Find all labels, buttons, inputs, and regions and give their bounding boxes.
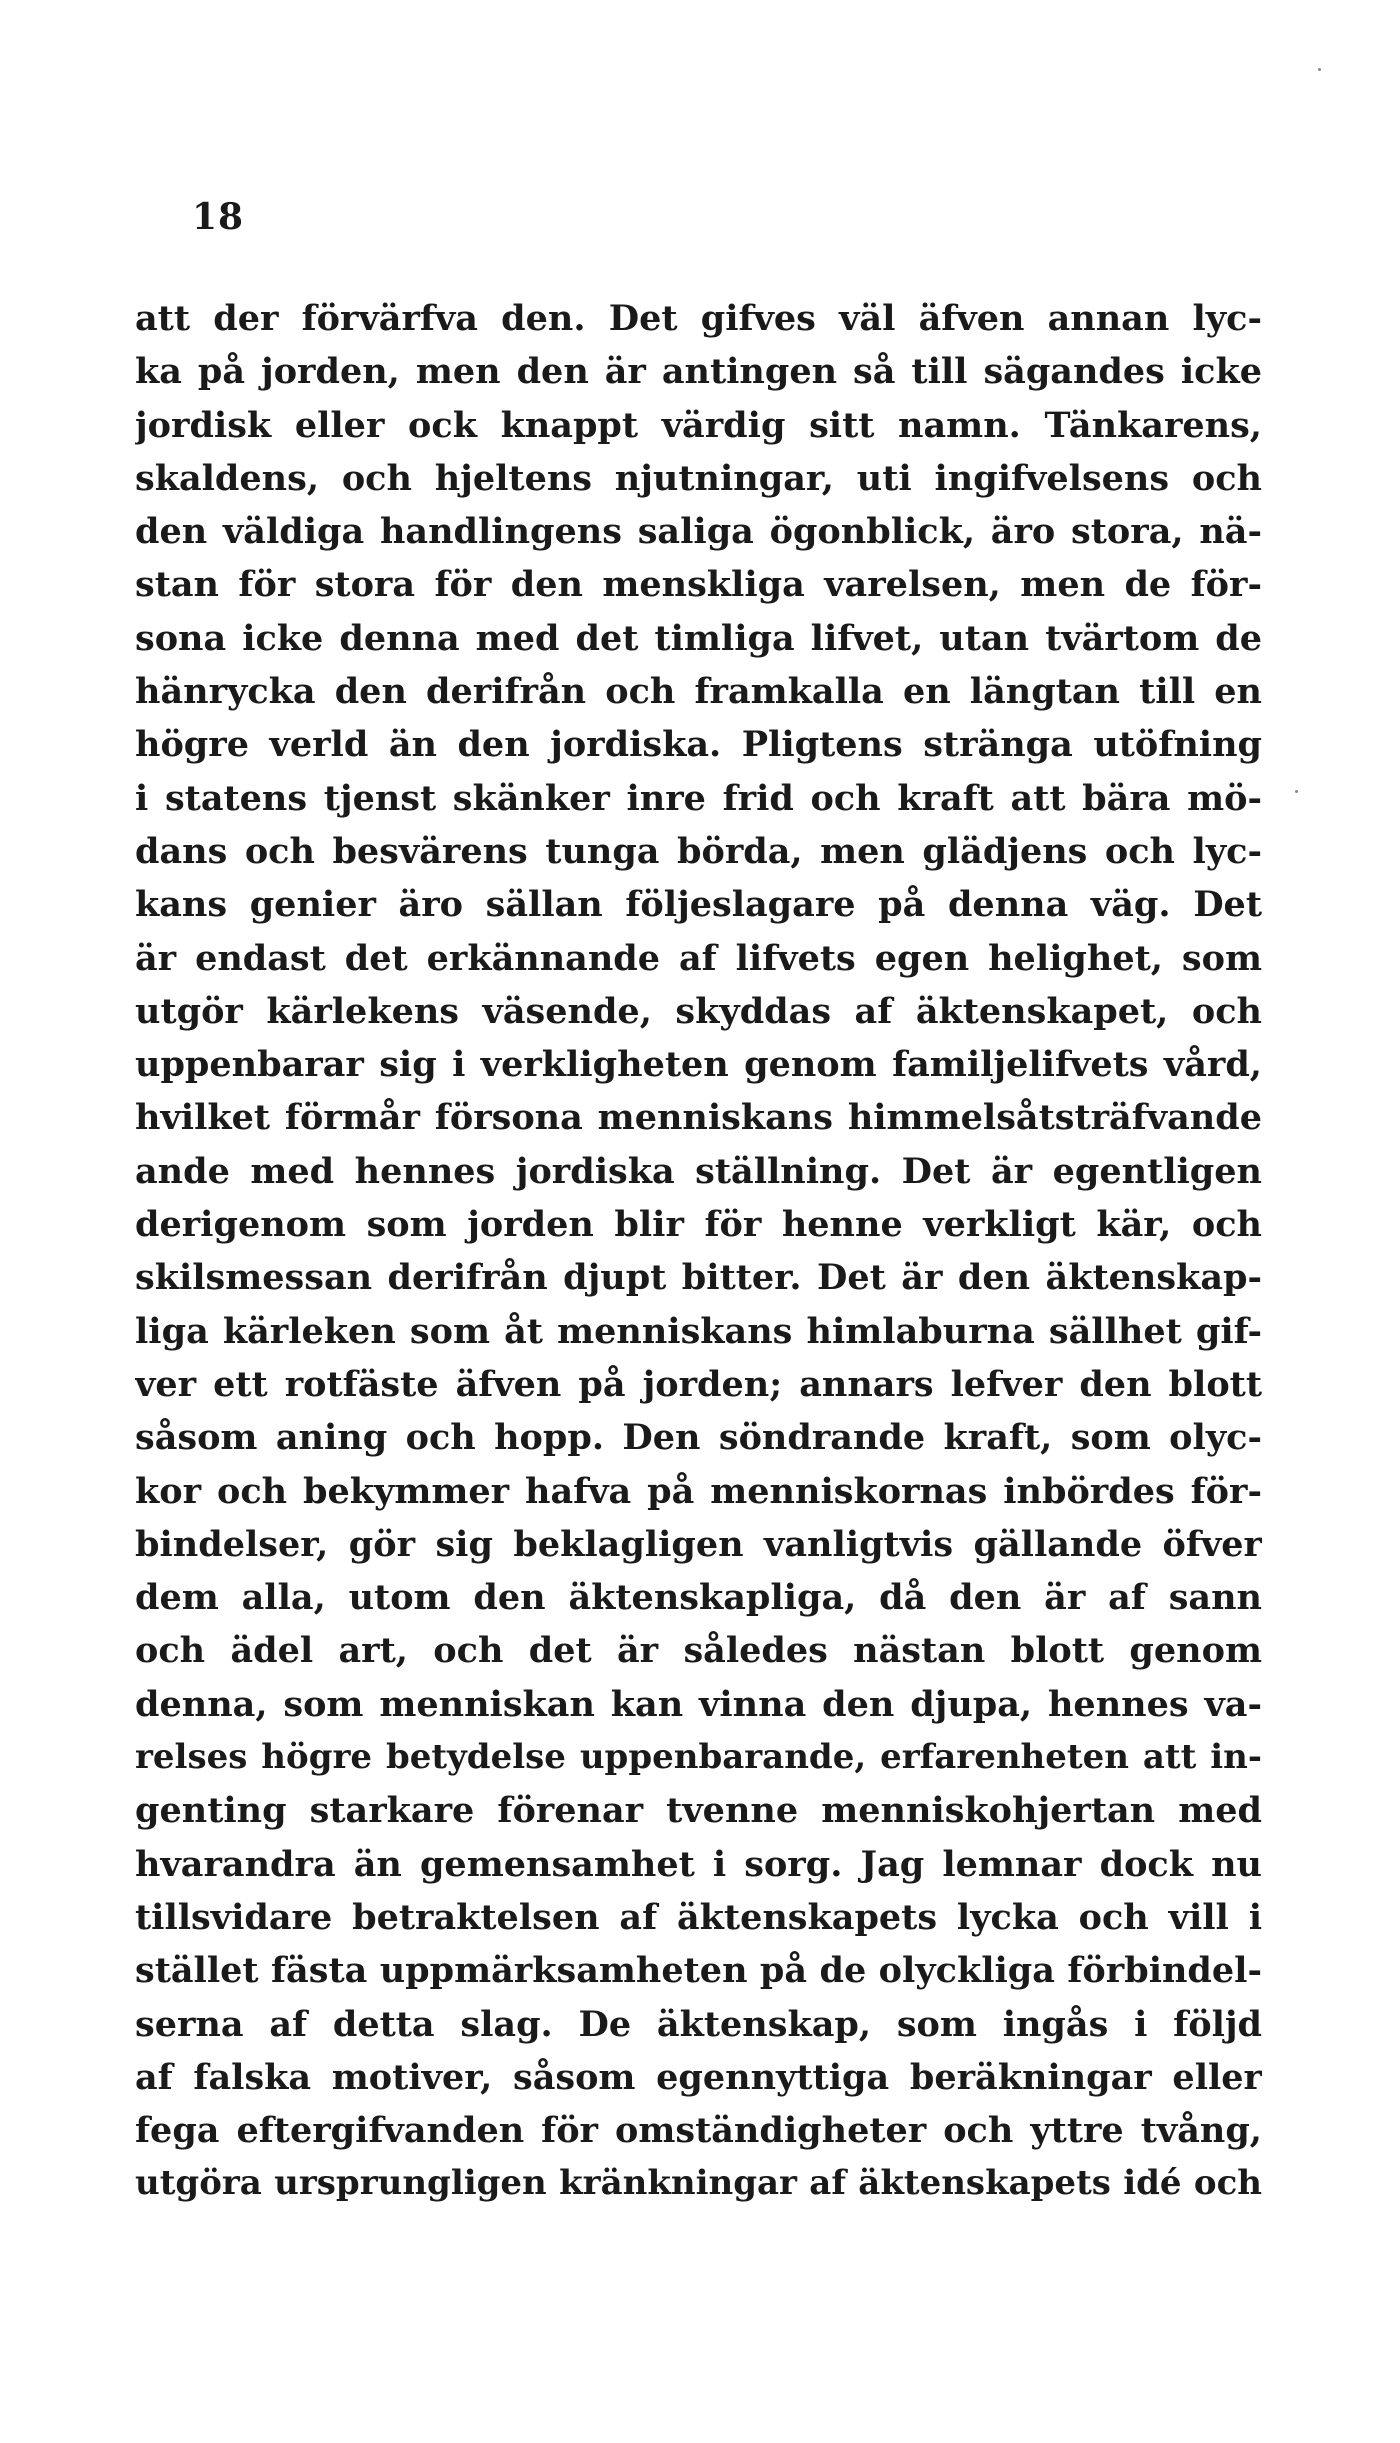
text-line: dans och besvärens tunga börda, men glädjens och lyc- <box>135 830 1262 872</box>
text-line: ande med hennes jordiska ställning. Det är egentligen <box>135 1150 1262 1192</box>
text-line: tillsvidare betraktelsen af äktenskapets lycka och vill i <box>135 1896 1262 1938</box>
text-line: denna, som menniskan kan vinna den djupa, hennes va- <box>135 1683 1262 1725</box>
text-line: kans genier äro sällan följeslagare på denna väg. Det <box>135 884 1262 926</box>
text-line: bindelser, gör sig beklagligen vanligtvis gällande öfver <box>135 1523 1262 1565</box>
text-line: är endast det erkännande af lifvets egen helighet, som <box>135 937 1262 979</box>
text-line: skaldens, och hjeltens njutningar, uti ingifvelsens och <box>135 457 1262 499</box>
text-line: genting starkare förenar tvenne menniskohjertan med <box>135 1790 1262 1832</box>
text-line: serna af detta slag. De äktenskap, som ingås i följd <box>135 2003 1262 2045</box>
paper-speck <box>1295 790 1298 793</box>
text-line: af falska motiver, såsom egennyttiga beräkningar eller <box>135 2056 1262 2098</box>
text-line: såsom aning och hopp. Den söndrande kraft, som olyc- <box>135 1417 1262 1459</box>
text-line: derigenom som jorden blir för henne verkligt kär, och <box>135 1204 1262 1246</box>
text-line: utgöra ursprungligen kränkningar af äktenskapets idé och <box>135 2163 1262 2204</box>
text-line: att der förvärfva den. Det gifves väl äfven annan lyc- <box>135 298 1262 339</box>
text-line: ver ett rotfäste äfven på jorden; annars lefver den blott <box>135 1363 1262 1405</box>
text-line: uppenbarar sig i verkligheten genom familjelifvets vård, <box>135 1044 1262 1086</box>
text-line: liga kärleken som åt menniskans himlaburna sällhet gif- <box>135 1310 1262 1352</box>
text-line: dem alla, utom den äktenskapliga, då den är af sann <box>135 1577 1262 1619</box>
text-line: stället fästa uppmärksamheten på de olyckliga förbindel- <box>135 1950 1262 1992</box>
text-line: i statens tjenst skänker inre frid och kraft att bära mö- <box>135 777 1262 819</box>
text-line: den väldiga handlingens saliga ögonblick, äro stora, nä- <box>135 511 1262 553</box>
text-line: fega eftergifvanden för omständigheter och yttre tvång, <box>135 2110 1262 2152</box>
page-number: 18 <box>192 196 245 238</box>
text-line: och ädel art, och det är således nästan blott genom <box>135 1630 1262 1672</box>
text-line: hvarandra än gemensamhet i sorg. Jag lemnar dock nu <box>135 1843 1262 1885</box>
text-line: hänrycka den derifrån och framkalla en längtan till en <box>135 671 1262 713</box>
text-line: sona icke denna med det timliga lifvet, utan tvärtom de <box>135 617 1262 659</box>
body-text <box>135 292 1262 2211</box>
text-line: jordisk eller ock knappt värdig sitt namn. Tänkarens, <box>135 404 1262 446</box>
text-line: utgör kärlekens väsende, skyddas af äktenskapet, och <box>135 990 1262 1032</box>
text-line: stan för stora för den menskliga varelsen, men de för- <box>135 564 1262 606</box>
text-line: kor och bekymmer hafva på menniskornas inbördes för- <box>135 1470 1262 1512</box>
text-line: relses högre betydelse uppenbarande, erfarenheten att in- <box>135 1737 1262 1778</box>
paper-speck <box>1318 68 1321 71</box>
text-line: skilsmessan derifrån djupt bitter. Det är den äktenskap- <box>135 1257 1262 1299</box>
text-line: hvilket förmår försona menniskans himmelsåtsträfvande <box>135 1097 1262 1139</box>
text-line: ka på jorden, men den är antingen så till sägandes icke <box>135 351 1262 393</box>
text-line: högre verld än den jordiska. Pligtens stränga utöfning <box>135 724 1262 766</box>
